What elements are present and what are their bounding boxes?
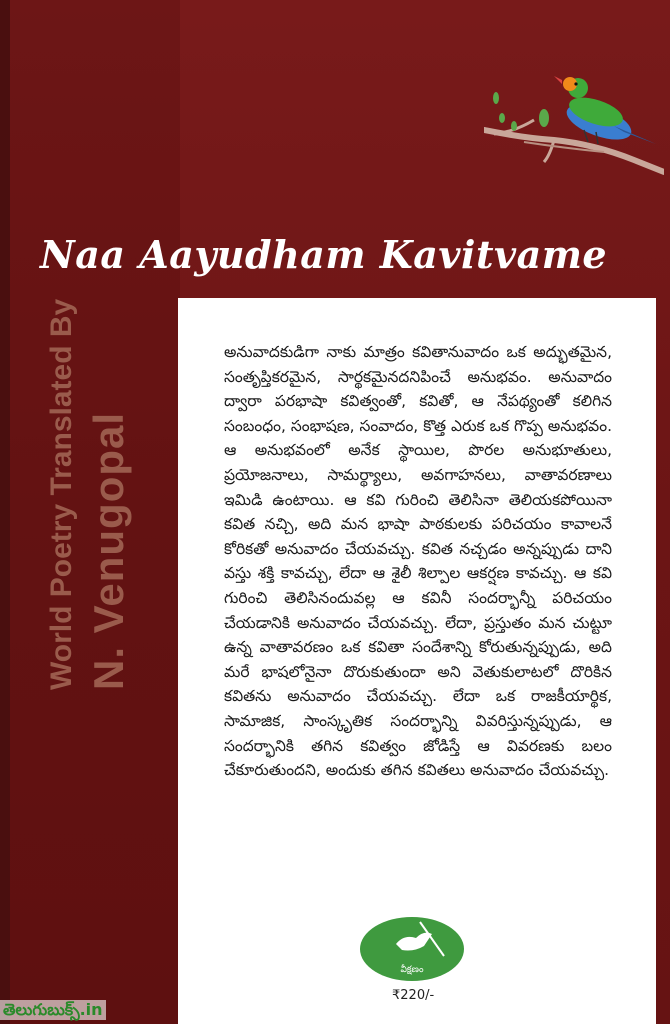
publisher-logo — [358, 916, 466, 982]
bird-illustration — [484, 60, 664, 200]
translator-credit — [40, 299, 134, 690]
blurb-panel — [178, 298, 656, 1024]
translator-name: N. Venugopal — [85, 411, 132, 690]
credit-subtitle: World Poetry Translated By — [45, 298, 78, 690]
publisher-logo-text: వీక్షణం — [400, 965, 424, 975]
site-watermark: తెలుగుబుక్స్.in — [0, 1000, 106, 1020]
cover-edge — [0, 0, 10, 1024]
price-label: ₹220/- — [392, 988, 435, 1003]
blurb-text: అనువాదకుడిగా నాకు మాత్రం కవితానువాదం ఒక అద్భుతమైన, సంతృప్తికరమైన, సార్థకమైనదనిపించే అనుభవం. అనువాదం ద్వారా పరభాషా కవిత్వంతో, కవితో, ఆ నేపథ్యంతో కలిగిన సంబంధం, సంభాషణ, సంవాదం, కొత్త ఎరుక ఒక గొప్ప అనుభవం. ఆ అనుభవంలో అనేక స్థాయిల, పొరల అనుభూతులు, ప్రయోజనాలు, సామర్థ్యాలు, అవగాహనలు, వాతావరణాలు ఇమిడి ఉంటాయి. ఆ కవి గురించి తెలిసినా తెలియకపోయినా కవిత నచ్చి, అది మన భాషా పాఠకులకు పరిచయం కావాలనే కోరికతో అనువాదం చేయవచ్చు. కవిత నచ్చడం అన్నప్పుడు దాని వస్తు శక్తి కావచ్చు, లేదా ఆ శైలీ శిల్పాల ఆకర్షణ కావచ్చు. ఆ కవి గురించి తెలిసినందువల్ల ఆ కవినీ సందర్భాన్నీ పరిచయం చేయడానికి అనువాదం చేయవచ్చు. లేదా, ప్రస్తుతం మన చుట్టూ ఉన్న వాతావరణం ఒక కవితా సందేశాన్ని కోరుతున్నప్పుడు, అది మరే భాషలోనైనా దొరుకుతుందా అని వెతుకులాటలో దొరికిన కవితను అనువాదం చేయవచ్చు. లేదా ఒక రాజకీయార్థిక, సామాజిక, సాంస్కృతిక సందర్భాన్ని వివరిస్తున్నప్పుడు, ఆ సందర్భానికి తగిన కవిత్వం జోడిస్తే ఆ వివరణకు బలం చేకూరుతుందని, అందుకు తగిన కవితలు అనువాదం చేయవచ్చు. — [224, 343, 612, 780]
book-title: Naa Aayudham Kavitvame — [40, 232, 608, 277]
